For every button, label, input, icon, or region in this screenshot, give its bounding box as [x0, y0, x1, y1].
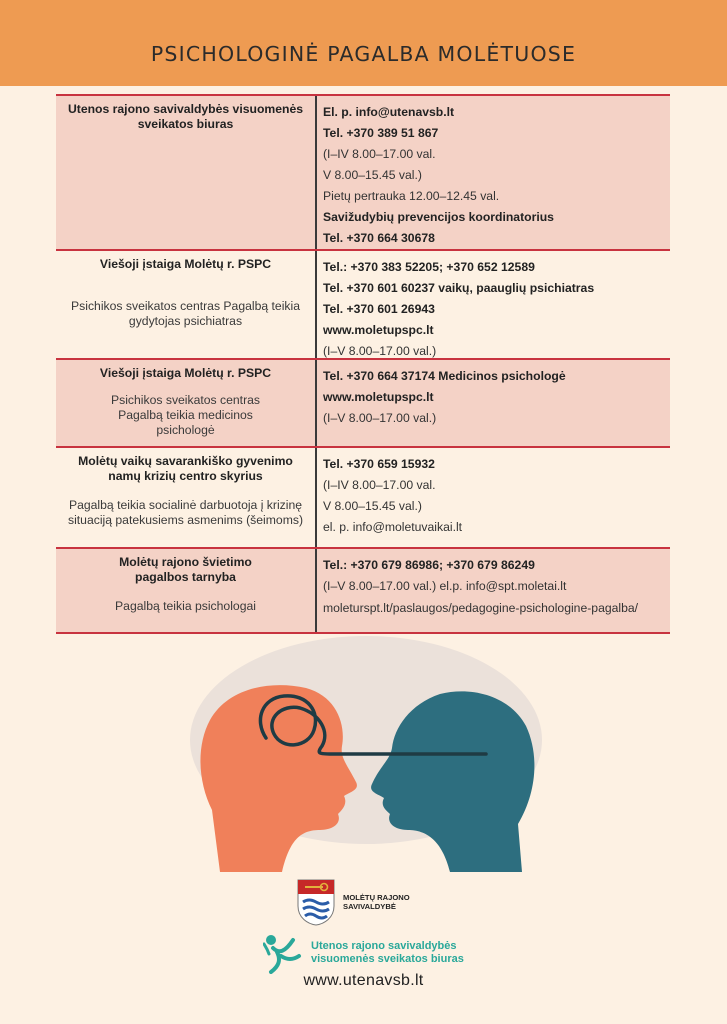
org-description: Pagalbą teikia socialinė darbuotoja į krizinę situaciją patekusiems asmenims (šeimoms) [67, 498, 303, 527]
contact-email[interactable]: el. p. info@moletuvaikai.lt [323, 520, 463, 534]
bureau-name-line: visuomenės sveikatos biuras [311, 953, 464, 965]
org-name: Molėtų rajono švietimo pagalbos tarnyba [119, 555, 252, 584]
contact-email[interactable]: El. p. info@utenavsb.lt [323, 105, 455, 119]
contact-phone[interactable]: Tel. +370 601 60237 vaikų, paauglių psichiatras [323, 281, 595, 295]
org-cell [56, 96, 315, 249]
website-url[interactable]: www.utenavsb.lt [303, 972, 424, 989]
org-cell [56, 360, 315, 446]
contact-phone[interactable]: Tel. +370 664 30678 [323, 231, 435, 245]
org-cell [56, 448, 315, 547]
hours-line: (I–V 8.00–17.00 val.) [323, 344, 437, 358]
coordinator-label: Savižudybių prevencijos koordinatorius [323, 210, 554, 224]
figure-icon [263, 932, 305, 974]
page-title: PSICHOLOGINĖ PAGALBA MOLĖTUOSE [150, 42, 577, 66]
hours-and-email-line[interactable]: (I–V 8.00–17.00 val.) el.p. info@spt.moletai.lt [323, 579, 567, 593]
header-banner [0, 0, 727, 86]
website-link[interactable]: www.moletupspc.lt [323, 323, 434, 337]
org-description: Pagalbą teikia psichologai [115, 599, 256, 613]
contact-cell [315, 251, 670, 358]
table-row [56, 549, 670, 634]
contacts-table [56, 94, 670, 634]
org-name: Utenos rajono savivaldybės visuomenės sveikatos biuras [67, 102, 304, 131]
bureau-logo [263, 932, 464, 974]
municipality-logo [296, 878, 433, 926]
contact-cell [315, 96, 670, 249]
org-name: Viešoji įstaiga Molėtų r. PSPC [99, 257, 272, 271]
two-heads-illustration [170, 634, 562, 872]
table-row [56, 96, 670, 251]
table-row [56, 448, 670, 549]
org-name: Viešoji įstaiga Molėtų r. PSPC [99, 366, 272, 380]
lunch-break-line: Pietų pertrauka 12.00–12.45 val. [323, 189, 500, 203]
bureau-name [311, 940, 464, 966]
hours-line: V 8.00–15.45 val.) [323, 168, 422, 182]
contact-phone[interactable]: Tel. +370 389 51 867 [323, 126, 439, 140]
hours-line: (I–V 8.00–17.00 val.) [323, 411, 437, 425]
contact-phone[interactable]: Tel. +370 664 37174 Medicinos psichologė [323, 369, 566, 383]
org-name: Molėtų vaikų savarankiško gyvenimo namų krizių centro skyrius [78, 454, 293, 483]
contact-cell [315, 360, 670, 446]
website-link[interactable]: moleturspt.lt/paslaugos/pedagogine-psichologine-pagalba/ [323, 601, 639, 615]
contact-phone[interactable]: Tel.: +370 383 52205; +370 652 12589 [323, 260, 535, 274]
contact-cell [315, 549, 670, 632]
contact-phone[interactable]: Tel. +370 601 26943 [323, 302, 435, 316]
hours-line: (I–IV 8.00–17.00 val. [323, 478, 436, 492]
contact-phone[interactable]: Tel.: +370 679 86986; +370 679 86249 [323, 558, 535, 572]
org-cell [56, 549, 315, 632]
org-description: Psichikos sveikatos centras Pagalbą teikia medicinos psichologė [110, 393, 261, 437]
footer-logos [0, 872, 727, 1024]
contact-phone[interactable]: Tel. +370 659 15932 [323, 457, 435, 471]
hours-line: (I–IV 8.00–17.00 val. [323, 147, 436, 161]
coat-of-arms-icon [296, 878, 336, 926]
municipality-name: MOLĖTŲ RAJONO SAVIVALDYBĖ [343, 893, 410, 911]
website-link[interactable]: www.moletupspc.lt [323, 390, 434, 404]
org-description: Psichikos sveikatos centras Pagalbą teikia gydytojas psichiatras [71, 299, 300, 328]
table-row [56, 360, 670, 448]
table-row [56, 251, 670, 360]
org-cell [56, 251, 315, 358]
hours-line: V 8.00–15.45 val.) [323, 499, 422, 513]
contact-cell [315, 448, 670, 547]
bureau-name-line: Utenos rajono savivaldybės [311, 940, 457, 952]
